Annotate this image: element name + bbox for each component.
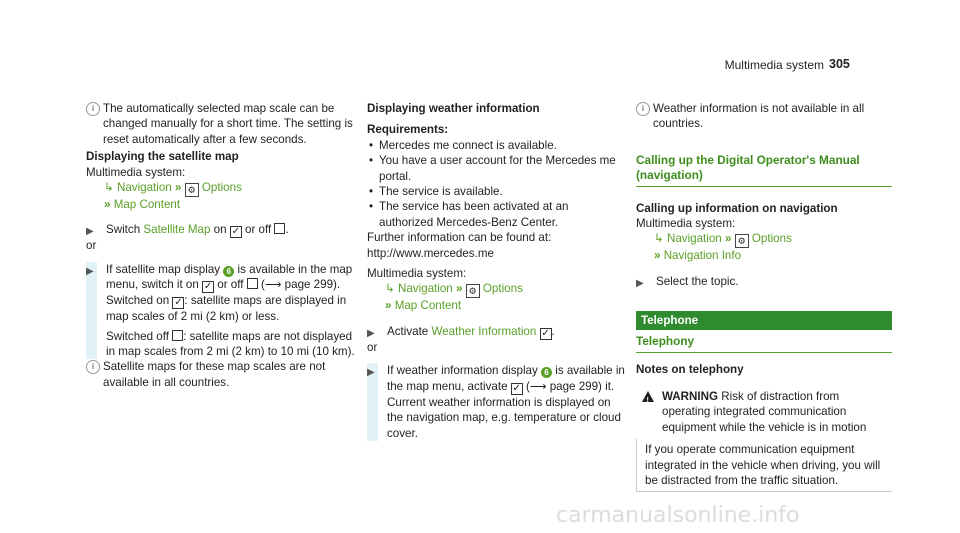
menu-path (636, 231, 892, 263)
section-heading: Calling up information on navigation (636, 201, 838, 215)
path-options: Options (201, 181, 242, 195)
chevron-double-icon: » (455, 282, 463, 296)
info-icon: i (86, 360, 100, 374)
checkbox-empty-icon (247, 278, 258, 289)
page-ref-arrow-icon: ⟶ (529, 379, 547, 393)
section-heading: Displaying the satellite map (86, 150, 239, 164)
warning-box (636, 389, 892, 435)
list-item: • You have a user account for the Mercedes me portal. (367, 153, 625, 184)
step-activate: ▶ Activate Weather Information ✓ . (367, 324, 625, 340)
chevron-double-icon: » (385, 299, 392, 313)
running-header-title: Multimedia system (724, 58, 824, 72)
return-arrow-icon: ↳ (654, 232, 664, 246)
note-text: Weather information is not available in all countries. (653, 102, 865, 131)
info-icon: i (636, 102, 650, 116)
checkbox-checked-icon: ✓ (203, 281, 213, 293)
page-ref-arrow-icon: ⟶ (264, 278, 282, 292)
path-options: Options (751, 232, 792, 246)
checkbox-checked-icon: ✓ (231, 226, 240, 238)
list-item: • Mercedes me connect is available. (367, 138, 625, 153)
checkbox-checked-icon: ✓ (512, 382, 521, 394)
gear-icon: ⚙ (185, 183, 199, 197)
section-heading: Displaying weather information (367, 102, 540, 115)
path-options: Options (482, 282, 523, 296)
step-weather: ▶ If weather information display 6 is available in the map menu, activate ✓ (⟶ page 299) it. Current weather information is displayed on the navigation map, e.g. temperature or cloud cover. (367, 364, 625, 440)
chevron-double-icon: » (174, 181, 182, 195)
step-arrow-icon: ▶ (86, 265, 94, 277)
list-item: • The service has been activated at an authorized Mercedes-Benz Center. (367, 199, 625, 230)
info-note (636, 101, 892, 132)
menu-path (367, 281, 625, 313)
checkbox-empty-icon (172, 330, 183, 341)
warning-intro: Risk of distraction from operating integrated communication equipment while the vehicle is in motion (662, 390, 867, 434)
note-text: The automatically selected map scale can be changed manually for a short time. The setting is reset automatically after a few seconds. (103, 102, 353, 146)
requirements-list (367, 138, 625, 230)
path-navigation-info: Navigation Info (663, 249, 742, 263)
item-badge: 6 (541, 367, 552, 378)
chevron-double-icon: » (104, 198, 111, 212)
or-label: or (367, 340, 378, 354)
checkbox-checked-icon: ✓ (541, 327, 550, 339)
weather-info-option: Weather Information (431, 324, 537, 338)
digital-manual-heading: Calling up the Digital Operator's Manual (navigation) (636, 153, 892, 187)
note-text: Satellite maps for these map scales are not available in all countries. (103, 360, 326, 389)
path-navigation: Navigation (666, 232, 722, 246)
telephone-section-band: Telephone (636, 311, 892, 330)
warning-body: If you operate communication equipment integrated in the vehicle when driving, you will be distracted from the traffic situation. (636, 439, 892, 491)
or-label: or (86, 239, 97, 253)
info-note (86, 359, 362, 390)
list-item: • The service is available. (367, 184, 625, 199)
page-number: 305 (829, 57, 850, 71)
step-arrow-icon: ▶ (367, 327, 375, 339)
path-map-content: Map Content (113, 198, 181, 212)
step-select-topic: ▶ Select the topic. (636, 274, 892, 289)
info-note (86, 101, 362, 147)
notes-heading: Notes on telephony (636, 362, 744, 376)
return-arrow-icon: ↳ (385, 282, 395, 296)
further-info: Further information can be found at: http://www.mercedes.me (367, 231, 552, 260)
step-arrow-icon: ▶ (367, 367, 375, 379)
multimedia-label: Multimedia system: (636, 217, 736, 231)
gear-icon: ⚙ (735, 234, 749, 248)
chevron-double-icon: » (724, 232, 732, 246)
telephony-heading: Telephony (636, 334, 892, 352)
checkbox-checked-icon: ✓ (174, 297, 183, 309)
step-arrow-icon: ▶ (86, 226, 94, 238)
step-satellite: ▶ If satellite map display 6 is available in the map menu, switch it on ✓ or off (⟶ page 299). Switched on ✓ : satellite maps are displayed in map scales of 2 mi (2 km) or less. Switched off : satellite maps are not displayed in map scales from 2 mi (2 km) to 10 mi (10 km). (86, 262, 355, 359)
gear-icon: ⚙ (466, 284, 480, 298)
chevron-double-icon: » (654, 249, 661, 263)
step-switch: ▶ Switch Satellite Map on ✓ or off . (86, 222, 362, 238)
multimedia-label: Multimedia system: (367, 267, 467, 281)
menu-path (86, 180, 362, 212)
step-arrow-icon: ▶ (636, 277, 644, 289)
checkbox-empty-icon (274, 223, 285, 234)
path-navigation: Navigation (116, 181, 172, 195)
info-icon: i (86, 102, 100, 116)
column-3 (636, 101, 892, 492)
path-map-content: Map Content (394, 299, 462, 313)
warning-icon (642, 391, 654, 402)
item-badge: 6 (223, 266, 234, 277)
requirements-label: Requirements: (367, 123, 449, 137)
multimedia-label: Multimedia system: (86, 165, 186, 179)
watermark: carmanualsonline.info (556, 503, 800, 528)
return-arrow-icon: ↳ (104, 181, 114, 195)
warning-title: WARNING (662, 390, 719, 404)
column-2 (367, 101, 625, 441)
column-1 (86, 101, 362, 390)
path-navigation: Navigation (397, 282, 453, 296)
satellite-map-option: Satellite Map (143, 223, 211, 237)
